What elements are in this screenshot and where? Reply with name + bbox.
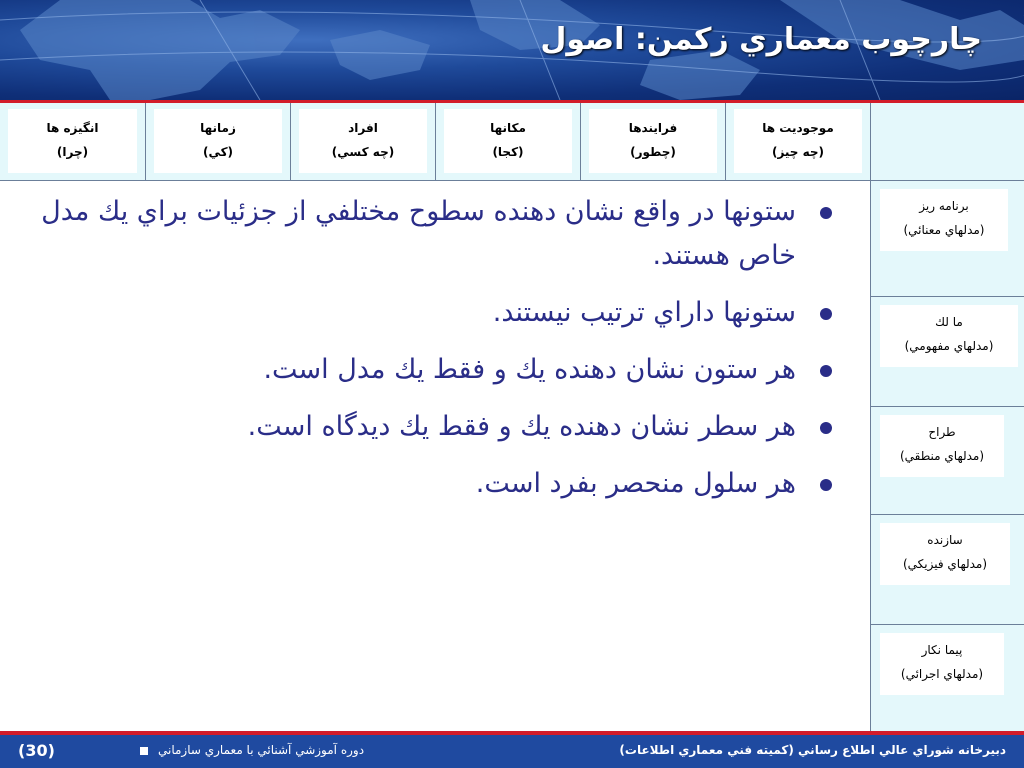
bullet-item bbox=[20, 291, 840, 335]
bullet-text: هر ستون نشان دهنده يك و فقط يك مدل است. bbox=[263, 354, 796, 385]
bullet-text: هر سطر نشان دهنده يك و فقط يك ديدگاه است. bbox=[247, 411, 796, 442]
row-header-designer bbox=[871, 407, 1024, 515]
row-header-label: طراح bbox=[928, 425, 956, 439]
bullet-dot-icon bbox=[820, 207, 832, 219]
bullet-dot-icon bbox=[820, 365, 832, 377]
bullet-item bbox=[20, 190, 840, 278]
column-header-label: زمانها bbox=[200, 121, 236, 135]
row-headers bbox=[870, 181, 1024, 731]
row-header-planner bbox=[871, 181, 1024, 297]
row-header-label: برنامه ريز bbox=[919, 199, 969, 213]
slide-title: چارچوب معماري زكمن: اصول bbox=[540, 22, 982, 57]
bullet-dot-icon bbox=[820, 308, 832, 320]
column-header-why bbox=[0, 103, 146, 180]
page-number: (30) bbox=[18, 741, 55, 760]
column-header-sublabel: (كي) bbox=[202, 145, 234, 159]
footer-course: دوره آموزشي آشنائي با معماري سازماني bbox=[158, 743, 365, 757]
column-header-label: فرايندها bbox=[628, 121, 678, 135]
header-banner bbox=[0, 0, 1024, 100]
column-header-sublabel: (كجا) bbox=[492, 145, 524, 159]
column-header-sublabel: (چطور) bbox=[630, 145, 676, 159]
column-header-sublabel: (چه كسي) bbox=[331, 145, 395, 159]
column-header-where bbox=[436, 103, 581, 180]
row-header-label: سازنده bbox=[927, 533, 963, 547]
bullet-text: هر سلول منحصر بفرد است. bbox=[475, 468, 796, 499]
column-header-label: انگيزه ها bbox=[46, 121, 99, 135]
row-header-subcontractor bbox=[871, 625, 1024, 731]
row-header-sublabel: (مدلهاي فيزيكي) bbox=[902, 557, 988, 571]
column-header-who bbox=[291, 103, 436, 180]
bullet-dot-icon bbox=[820, 479, 832, 491]
bullet-item bbox=[20, 348, 840, 392]
bullet-item bbox=[20, 405, 840, 449]
row-header-sublabel: (مدلهاي معنائي) bbox=[903, 223, 985, 237]
bullet-dot-icon bbox=[820, 422, 832, 434]
row-header-label: پيما نكار bbox=[921, 643, 963, 657]
square-bullet-icon bbox=[140, 747, 148, 755]
column-header-when bbox=[146, 103, 291, 180]
column-header-how bbox=[581, 103, 726, 180]
column-header-label: مكانها bbox=[490, 121, 526, 135]
footer-bar bbox=[0, 735, 1024, 768]
row-header-sublabel: (مدلهاي مفهومي) bbox=[904, 339, 994, 353]
column-header-label: افراد bbox=[348, 121, 378, 135]
bullet-list bbox=[20, 190, 840, 519]
row-header-builder bbox=[871, 515, 1024, 625]
column-header-what bbox=[726, 103, 871, 180]
bullet-text: ستونها در واقع نشان دهنده سطوح مختلفي از جزئيات براي يك مدل خاص هستند. bbox=[41, 196, 796, 271]
row-header-owner bbox=[871, 297, 1024, 407]
column-header-label: موجوديت ها bbox=[762, 121, 834, 135]
row-header-sublabel: (مدلهاي منطقي) bbox=[899, 449, 985, 463]
bullet-item bbox=[20, 462, 840, 506]
footer-organization: دبيرخانه شوراي عالي اطلاع رساني (كميته فني معماري اطلاعات) bbox=[619, 743, 1006, 757]
row-header-sublabel: (مدلهاي اجرائي) bbox=[900, 667, 984, 681]
column-header-sublabel: (چرا) bbox=[56, 145, 89, 159]
bullet-text: ستونها داراي ترتيب نيستند. bbox=[492, 297, 796, 328]
column-header-sublabel: (چه چيز) bbox=[771, 145, 825, 159]
column-headers bbox=[0, 103, 1024, 180]
row-header-label: ما لك bbox=[935, 315, 963, 329]
